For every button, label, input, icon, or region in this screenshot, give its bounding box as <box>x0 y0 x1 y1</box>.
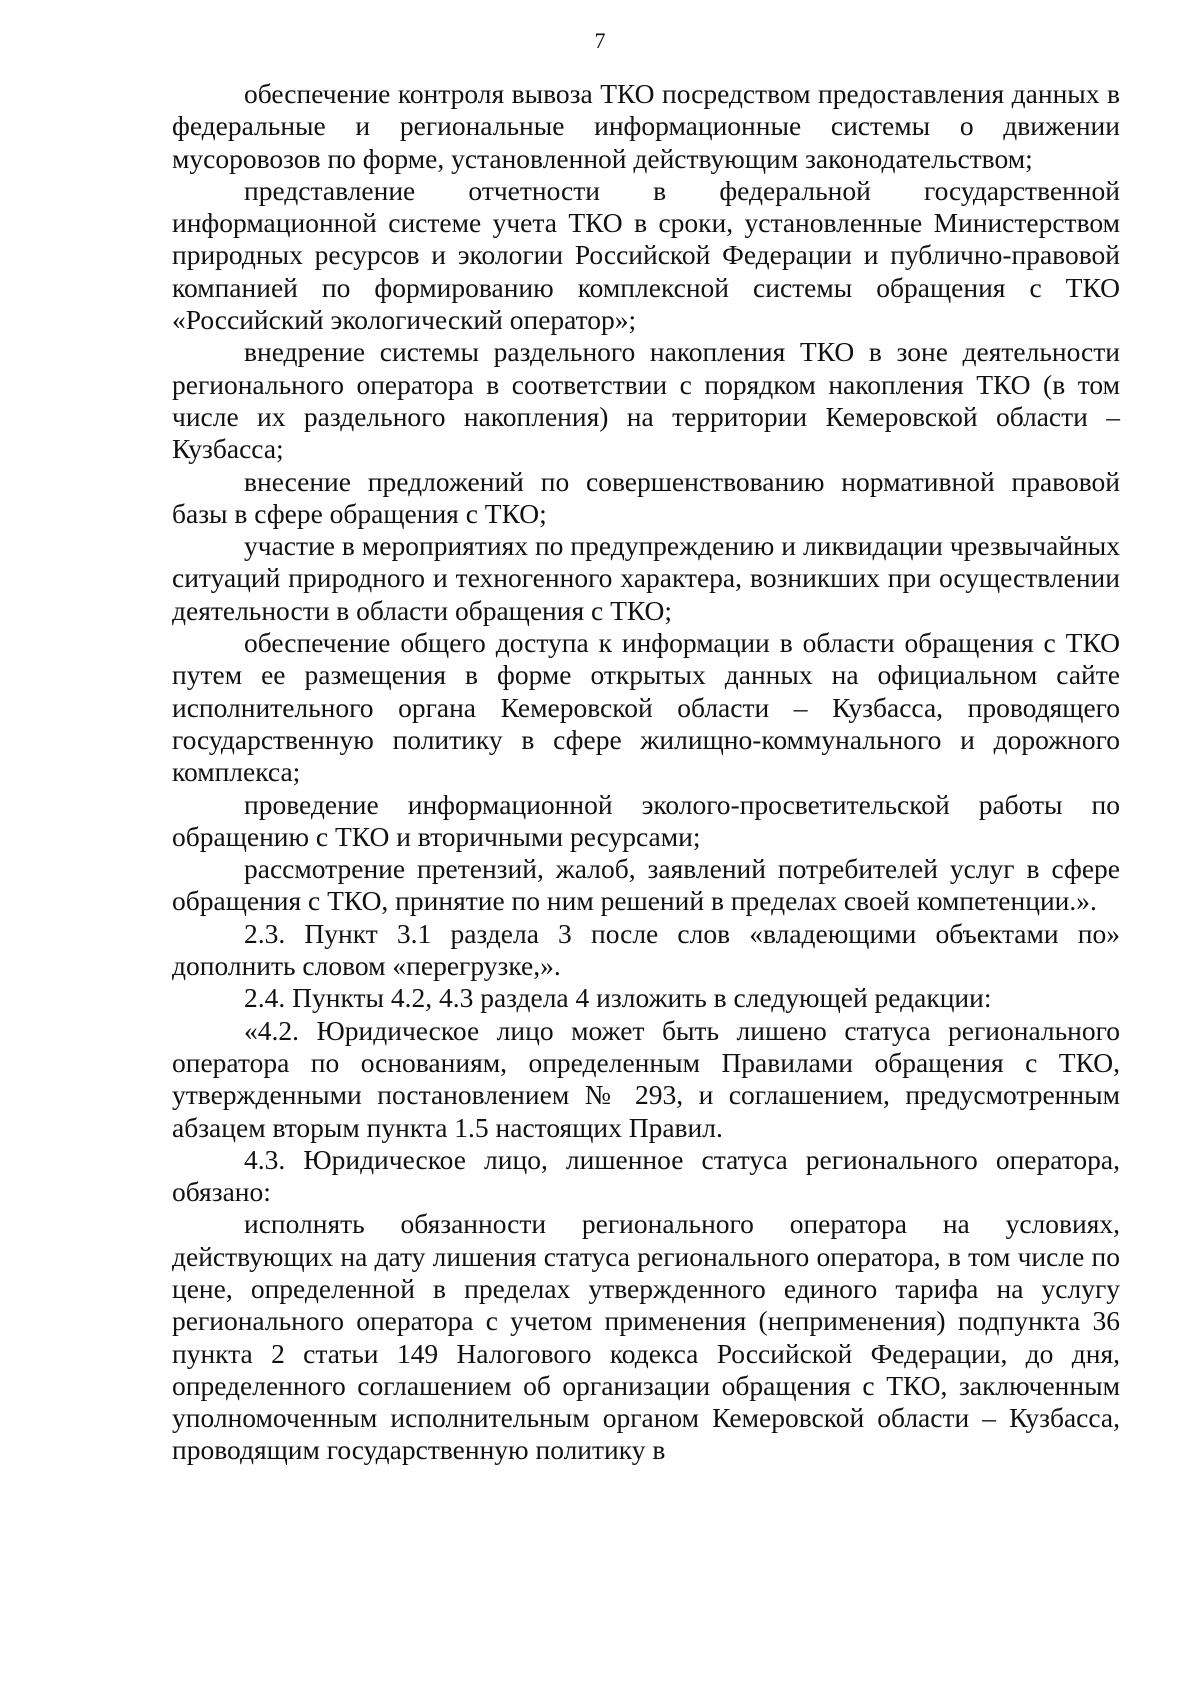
paragraph: внесение предложений по совершенствованию нормативной правовой базы в сфере обращения с ТКО; <box>172 465 1120 529</box>
paragraph: обеспечение общего доступа к информации в области обращения с ТКО путем ее размещения в форме открытых данных на официальном сайте исполнительного органа Кемеровской области – Кузбасса, проводящего государственную политику в сфере жилищно-коммунального и дорожного комплекса; <box>172 627 1120 788</box>
paragraph: рассмотрение претензий, жалоб, заявлений потребителей услуг в сфере обращения с ТКО, принятие по ним решений в пределах своей компетенции.». <box>172 853 1120 917</box>
paragraph: внедрение системы раздельного накопления ТКО в зоне деятельности регионального оператора в соответствии с порядком накопления ТКО (в том числе их раздельного накопления) на территории Кемеровской области – Кузбасса; <box>172 336 1120 465</box>
paragraph: 4.3. Юридическое лицо, лишенное статуса регионального оператора, обязано: <box>172 1143 1120 1208</box>
document-body <box>172 78 1120 1467</box>
paragraph: участие в мероприятиях по предупреждению и ликвидации чрезвычайных ситуаций природного и техногенного характера, возникших при осуществлении деятельности в области обращения с ТКО; <box>172 530 1120 626</box>
page-number: 7 <box>594 28 606 53</box>
paragraph: «4.2. Юридическое лицо может быть лишено статуса регионального оператора по основаниям, определенным Правилами обращения с ТКО, утвержденными постановлением № 293, и соглашением, предусмотренным абзацем вторым пункта 1.5 настоящих Правил. <box>172 1014 1120 1143</box>
paragraph: представление отчетности в федеральной государственной информационной системе учета ТКО в сроки, установленные Министерством природных ресурсов и экологии Российской Федерации и публично-правовой компанией по формированию комплексной системы обращения с ТКО «Российский экологический оператор»; <box>172 174 1120 336</box>
paragraph: исполнять обязанности регионального оператора на условиях, действующих на дату лишения статуса регионального оператора, в том числе по цене, определенной в пределах утвержденного единого тарифа на услугу регионального оператора с учетом применения (неприменения) подпункта 36 пункта 2 статьи 149 Налогового кодекса Российской Федерации, до дня, определенного соглашением об организации обращения с ТКО, заключенным уполномоченным исполнительным органом Кемеровской области – Кузбасса, проводящим государственную политику в <box>172 1208 1120 1466</box>
paragraph: 2.3. Пункт 3.1 раздела 3 после слов «владеющими объектами по» дополнить словом «перегрузке,». <box>172 917 1120 982</box>
paragraph: проведение информационной эколого-просветительской работы по обращению с ТКО и вторичными ресурсами; <box>172 788 1120 852</box>
paragraph: обеспечение контроля вывоза ТКО посредством предоставления данных в федеральные и региональные информационные системы о движении мусоровозов по форме, установленной действующим законодательством; <box>172 78 1120 174</box>
paragraph: 2.4. Пункты 4.2, 4.3 раздела 4 изложить в следующей редакции: <box>244 982 992 1014</box>
